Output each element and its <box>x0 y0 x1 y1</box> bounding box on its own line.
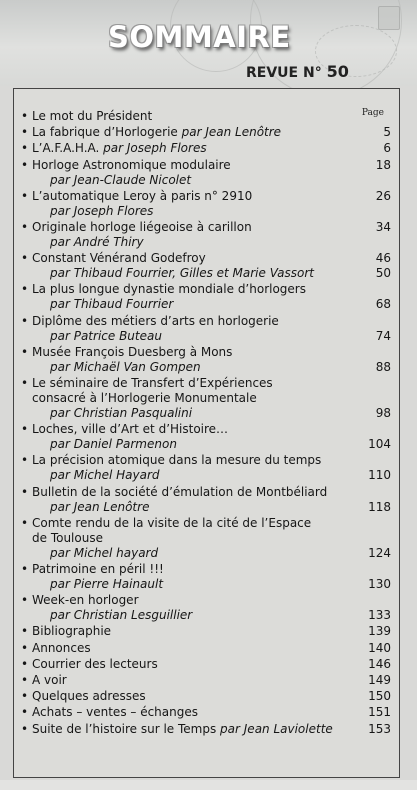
toc-entry-title <box>14 422 399 437</box>
entry-page-number: 104 <box>368 437 391 452</box>
entry-text: de Toulouse <box>32 530 103 545</box>
toc-entry[interactable] <box>14 109 399 124</box>
toc-entry-title <box>14 641 399 656</box>
toc-entry-title <box>14 158 399 173</box>
entry-text: Le séminaire de Transfert d’Expériences <box>32 376 273 390</box>
toc-entry-title <box>14 722 399 737</box>
toc-entry[interactable] <box>14 125 399 140</box>
entry-text: Quelques adresses <box>32 689 146 704</box>
entry-author: par Joseph Flores <box>50 203 154 218</box>
toc-entry-title <box>14 189 399 204</box>
toc-entry-line <box>14 235 399 250</box>
entry-page-number: 153 <box>368 721 391 736</box>
entry-page-number: 98 <box>375 406 391 420</box>
toc-entry[interactable] <box>14 485 399 515</box>
toc-entry-line <box>14 297 399 312</box>
toc-entry[interactable] <box>14 641 399 656</box>
entry-text: Annonces <box>32 640 91 655</box>
entry-text: Bulletin de la société d’émulation de Montbéliard <box>32 484 328 499</box>
entry-page-number: 34 <box>375 220 391 234</box>
entry-text: Week-en horloger <box>32 593 139 608</box>
entry-author: par Michel Hayard <box>50 468 160 483</box>
entry-page-number: 68 <box>375 297 391 312</box>
header-banner <box>0 0 417 86</box>
entry-author: par Pierre Hainault <box>50 577 164 591</box>
toc-entry-line <box>14 406 399 421</box>
table-of-contents <box>13 88 400 778</box>
toc-entry[interactable] <box>14 705 399 720</box>
toc-entry-line <box>14 577 399 592</box>
toc-entry-title <box>14 345 399 360</box>
entry-page-number: 124 <box>368 545 391 560</box>
toc-entry-line <box>14 531 399 546</box>
toc-entry-title <box>14 282 399 297</box>
toc-entry[interactable] <box>14 251 399 281</box>
entry-page-number: 74 <box>375 328 391 343</box>
toc-entry[interactable] <box>14 282 399 312</box>
entry-text: Courrier des lecteurs <box>32 656 158 671</box>
toc-entry-title <box>14 657 399 672</box>
entry-page-number: 46 <box>375 251 391 266</box>
toc-entry-title <box>14 125 399 140</box>
entry-author: par Daniel Parmenon <box>50 437 177 452</box>
toc-entry[interactable] <box>14 673 399 688</box>
entry-author: par Michel hayard <box>50 545 159 560</box>
toc-entry-line <box>14 204 399 219</box>
entry-text: Bibliographie <box>32 624 112 639</box>
entry-page-number: 133 <box>368 608 391 623</box>
entry-text: L’automatique Leroy à paris n° 2910 <box>32 188 253 203</box>
toc-entry-line <box>14 266 399 281</box>
page-bottom-edge <box>0 780 417 790</box>
entry-text: Suite de l’histoire sur le Temps <box>32 721 221 736</box>
entry-author: par Christian Lesguillier <box>50 608 193 623</box>
entry-author: par Thibaud Fourrier <box>50 297 174 312</box>
revue-number: 50 <box>326 62 349 81</box>
toc-entry-title <box>14 376 399 391</box>
entry-text: La fabrique d’Horlogerie <box>32 125 182 140</box>
toc-entry-line <box>14 173 399 188</box>
toc-entry[interactable] <box>14 376 399 421</box>
entry-text: Achats – ventes – échanges <box>32 705 198 720</box>
toc-entry-line <box>14 391 399 406</box>
entry-text: Constant Vénérand Godefroy <box>32 251 206 266</box>
toc-entry-line <box>14 468 399 483</box>
entry-page-number: 110 <box>368 468 391 483</box>
entry-text: Le mot du Président <box>32 109 153 123</box>
toc-entry[interactable] <box>14 689 399 704</box>
entry-author: par Patrice Buteau <box>50 328 162 343</box>
toc-entry-title <box>14 141 399 156</box>
entry-page-number: 130 <box>368 577 391 591</box>
entry-text: Loches, ville d’Art et d’Histoire… <box>32 422 229 437</box>
toc-entry[interactable] <box>14 624 399 639</box>
toc-entry-title <box>14 673 399 688</box>
toc-entry-line <box>14 437 399 452</box>
entry-text: L’A.F.A.H.A. <box>32 141 104 156</box>
entry-text: Patrimoine en péril !!! <box>32 562 164 576</box>
toc-entry[interactable] <box>14 453 399 483</box>
toc-entry-title <box>14 562 399 577</box>
entry-text: La plus longue dynastie mondiale d’horlogers <box>32 282 306 297</box>
toc-entry-title <box>14 251 399 266</box>
issue-number <box>246 62 349 81</box>
toc-entry-title <box>14 516 399 531</box>
toc-entry-line <box>14 360 399 375</box>
entry-page-number: 150 <box>368 689 391 704</box>
entry-author: par Jean-Claude Nicolet <box>50 172 192 187</box>
entry-text: Musée François Duesberg à Mons <box>32 344 233 359</box>
toc-entry[interactable] <box>14 158 399 188</box>
entry-page-number: 6 <box>383 141 391 156</box>
entry-page-number: 5 <box>383 125 391 140</box>
toc-entry[interactable] <box>14 189 399 219</box>
entry-author: par Jean Laviolette <box>220 721 333 736</box>
entry-author: par Thibaud Fourrier, Gilles et Marie Vassort <box>50 266 314 281</box>
toc-entry-title <box>14 705 399 720</box>
entry-text: Originale horloge liégeoise à carillon <box>32 220 252 234</box>
entry-page-number: 18 <box>375 157 391 172</box>
entry-page-number: 50 <box>375 266 391 281</box>
entry-author: par André Thiry <box>50 235 144 249</box>
entry-text: Horloge Astronomique modulaire <box>32 157 231 172</box>
toc-entry[interactable] <box>14 220 399 250</box>
page-title: SOMMAIRE <box>108 20 291 54</box>
toc-entry-title <box>14 593 399 608</box>
toc-entry[interactable] <box>14 141 399 156</box>
entry-page-number: 88 <box>375 359 391 374</box>
entry-page-number: 149 <box>368 673 391 687</box>
entry-author: par Jean Lenôtre <box>181 125 282 140</box>
entry-text: consacré à l’Horlogerie Monumentale <box>32 391 257 405</box>
toc-entry-title <box>14 453 399 468</box>
entry-text: Comte rendu de la visite de la cité de l’Espace <box>32 515 312 530</box>
toc-entry[interactable] <box>14 345 399 375</box>
toc-entry[interactable] <box>14 422 399 452</box>
toc-entry-title <box>14 689 399 704</box>
page-column-heading: Page <box>361 108 384 118</box>
toc-entry-title <box>14 624 399 639</box>
entry-page-number: 118 <box>368 499 391 514</box>
entry-author: par Jean Lenôtre <box>50 499 150 514</box>
toc-entry-title <box>14 485 399 500</box>
entry-page-number: 139 <box>368 624 391 639</box>
toc-entry-title <box>14 220 399 235</box>
toc-entry[interactable] <box>14 562 399 592</box>
entry-text: La précision atomique dans la mesure du temps <box>32 453 322 468</box>
entry-page-number: 151 <box>368 705 391 720</box>
entry-text: Diplôme des métiers d’arts en horlogerie <box>32 313 279 328</box>
toc-entry[interactable] <box>14 593 399 623</box>
toc-entry-line <box>14 546 399 561</box>
toc-entry-title <box>14 109 399 124</box>
entry-page-number: 140 <box>368 640 391 655</box>
revue-label: REVUE N° <box>246 65 322 81</box>
entry-author: par Joseph Flores <box>103 141 207 156</box>
entry-page-number: 26 <box>375 188 391 203</box>
toc-entry-line <box>14 500 399 515</box>
toc-entry[interactable] <box>14 516 399 561</box>
toc-entry[interactable] <box>14 657 399 672</box>
entry-page-number: 146 <box>368 656 391 671</box>
entry-author: par Christian Pasqualini <box>50 406 193 420</box>
toc-entry-title <box>14 314 399 329</box>
toc-entry-line <box>14 329 399 344</box>
toc-entry-line <box>14 608 399 623</box>
toc-entry[interactable] <box>14 314 399 344</box>
entry-author: par Michaël Van Gompen <box>50 359 201 374</box>
entry-text: A voir <box>32 673 67 687</box>
toc-entry[interactable] <box>14 722 399 737</box>
pendulum-decoration <box>378 6 400 30</box>
